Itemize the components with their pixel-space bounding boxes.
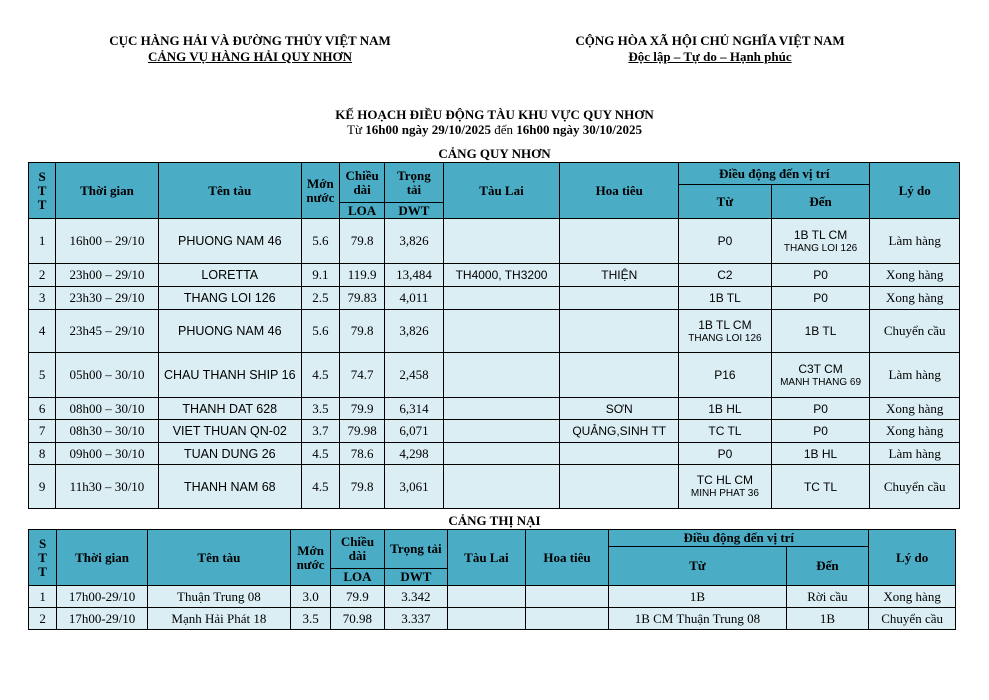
loa-cell: 79.98 [339,420,384,443]
to-header: Đến [771,185,870,219]
tug-cell [443,287,560,310]
ship-header: Tên tàu [147,530,290,586]
loa-cell: 79.9 [331,586,384,608]
stt-cell: 9 [29,465,56,509]
dwt-cell: 3.342 [384,586,447,608]
draft-cell: 5.6 [301,219,339,264]
tug-cell [448,608,526,630]
draft-cell: 3.7 [301,420,339,443]
loa-cell: 74.7 [339,353,384,398]
dwt-cell: 4,298 [385,443,443,465]
pilot-cell [560,465,679,509]
stt-cell: 2 [29,608,57,630]
from-cell: TC HL CM MINH PHAT 36 [679,465,772,509]
time-cell: 23h30 – 29/10 [56,287,159,310]
ship-cell: CHAU THANH SHIP 16 [158,353,301,398]
time-header: Thời gian [56,163,159,219]
loa-cell: 79.8 [339,219,384,264]
dwt-cell: 3,826 [385,219,443,264]
table-row [29,287,960,310]
dwt-cell: 6,314 [385,398,443,420]
loa-cell: 79.9 [339,398,384,420]
ship-cell: THANG LOI 126 [158,287,301,310]
from-cell: 1B HL [679,398,772,420]
period-to: 16h00 ngày 30/10/2025 [516,122,642,137]
quy-nhon-schedule-table [28,162,960,509]
time-cell: 05h00 – 30/10 [56,353,159,398]
tonnage-header: Trọng tải [385,163,443,203]
port-authority-name: CẢNG VỤ HÀNG HẢI QUY NHƠN [147,49,353,64]
reason-cell: Xong hàng [870,287,960,310]
stt-header: S T T [29,163,56,219]
reason-cell: Chuyển cầu [870,465,960,509]
agency-name: CỤC HÀNG HẢI VÀ ĐƯỜNG THỦY VIỆT NAM [109,33,391,48]
dwt-cell: 13,484 [385,264,443,287]
tug-cell [448,586,526,608]
to-cell: 1B TL [771,310,870,353]
table-row [29,398,960,420]
table-row [29,264,960,287]
pilot-cell [560,219,679,264]
dwt-cell: 3,826 [385,310,443,353]
to-cell: TC TL [771,465,870,509]
time-cell: 08h00 – 30/10 [56,398,159,420]
loa-header: LOA [331,569,384,586]
from-cell: P16 [679,353,772,398]
to-cell: Rời cầu [786,586,869,608]
ship-cell: TUAN DUNG 26 [158,443,301,465]
dwt-header: DWT [385,203,443,219]
from-cell: 1B [609,586,786,608]
period-from-label: Từ [347,122,363,137]
ship-cell: THANH NAM 68 [158,465,301,509]
table-row [29,443,960,465]
length-header: Chiều dài [331,530,384,569]
time-cell: 23h00 – 29/10 [56,264,159,287]
tug-cell [443,398,560,420]
table-row [29,608,956,630]
reason-cell: Làm hàng [870,443,960,465]
reason-cell: Chuyển cầu [870,310,960,353]
pilot-cell [560,310,679,353]
table-row [29,586,956,608]
reason-cell: Xong hàng [870,264,960,287]
from-cell: TC TL [679,420,772,443]
pilot-cell: SƠN [560,398,679,420]
stt-cell: 1 [29,586,57,608]
to-cell: C3T CM MANH THANG 69 [771,353,870,398]
loa-cell: 79.83 [339,287,384,310]
pilot-cell: THIỆN [560,264,679,287]
table-row [29,310,960,353]
reason-cell: Làm hàng [870,219,960,264]
draft-cell: 4.5 [301,353,339,398]
time-cell: 23h45 – 29/10 [56,310,159,353]
tug-header: Tàu Lai [448,530,526,586]
tonnage-header: Trọng tải [384,530,447,569]
pilot-cell: QUẢNG,SINH TT [560,420,679,443]
to-cell: P0 [771,420,870,443]
reason-cell: Chuyển cầu [869,608,956,630]
draft-cell: 2.5 [301,287,339,310]
ship-cell: VIET THUAN QN-02 [158,420,301,443]
from-header: Từ [679,185,772,219]
reason-cell: Xong hàng [870,398,960,420]
from-cell: 1B CM Thuận Trung 08 [609,608,786,630]
loa-cell: 78.6 [339,443,384,465]
time-cell: 09h00 – 30/10 [56,443,159,465]
to-cell: P0 [771,287,870,310]
ship-cell: PHUONG NAM 46 [158,310,301,353]
time-cell: 11h30 – 30/10 [56,465,159,509]
length-header: Chiều dài [339,163,384,203]
national-header [520,33,900,65]
from-cell: P0 [679,219,772,264]
stt-cell: 5 [29,353,56,398]
time-cell: 17h00-29/10 [57,586,148,608]
from-cell: C2 [679,264,772,287]
dwt-header: DWT [384,569,447,586]
agency-header [60,33,440,65]
to-cell: P0 [771,264,870,287]
reason-header: Lý do [869,530,956,586]
stt-cell: 4 [29,310,56,353]
pilot-cell [560,443,679,465]
dwt-cell: 4,011 [385,287,443,310]
tug-cell [443,443,560,465]
tug-header: Tàu Lai [443,163,560,219]
quy-nhon-section-title: CẢNG QUY NHƠN [438,146,551,161]
reason-cell: Xong hàng [869,586,956,608]
document-title-block [0,107,989,137]
from-header: Từ [609,547,786,586]
reason-header: Lý do [870,163,960,219]
tug-cell [443,420,560,443]
document-title: KẾ HOẠCH ĐIỀU ĐỘNG TÀU KHU VỰC QUY NHƠN [335,107,654,122]
time-cell: 08h30 – 30/10 [56,420,159,443]
table-row [29,353,960,398]
ship-header: Tên tàu [158,163,301,219]
draft-cell: 3.0 [290,586,330,608]
loa-cell: 79.8 [339,310,384,353]
table-row [29,219,960,264]
pilot-cell [560,353,679,398]
to-cell: 1B TL CM THANG LOI 126 [771,219,870,264]
tug-cell [443,353,560,398]
to-cell: P0 [771,398,870,420]
pilot-cell [525,608,609,630]
draft-cell: 9.1 [301,264,339,287]
ship-cell: Thuận Trung 08 [147,586,290,608]
draft-cell: 4.5 [301,465,339,509]
stt-cell: 8 [29,443,56,465]
stt-cell: 3 [29,287,56,310]
from-cell: P0 [679,443,772,465]
pilot-cell [525,586,609,608]
to-header: Đến [786,547,869,586]
time-cell: 17h00-29/10 [57,608,148,630]
to-cell: 1B [786,608,869,630]
period-from: 16h00 ngày 29/10/2025 [365,122,491,137]
draft-cell: 3.5 [301,398,339,420]
plan-period [0,122,989,137]
time-cell: 16h00 – 29/10 [56,219,159,264]
draft-cell: 4.5 [301,443,339,465]
national-name: CỘNG HÒA XÃ HỘI CHỦ NGHĨA VIỆT NAM [575,33,845,48]
from-cell: 1B TL [679,287,772,310]
period-to-label: đến [494,122,514,137]
thi-nai-section-title: CẢNG THỊ NẠI [448,513,541,528]
loa-cell: 70.98 [331,608,384,630]
stt-cell: 1 [29,219,56,264]
draft-header: Mớn nước [290,530,330,586]
tug-cell [443,219,560,264]
stt-cell: 6 [29,398,56,420]
dwt-cell: 3,061 [385,465,443,509]
time-header: Thời gian [57,530,148,586]
reason-cell: Làm hàng [870,353,960,398]
draft-cell: 3.5 [290,608,330,630]
thi-nai-schedule-table [28,529,956,630]
from-cell: 1B TL CM THANG LOI 126 [679,310,772,353]
tug-cell [443,310,560,353]
pilot-header: Hoa tiêu [525,530,609,586]
to-cell: 1B HL [771,443,870,465]
draft-header: Mớn nước [301,163,339,219]
national-motto: Độc lập – Tự do – Hạnh phúc [628,49,792,64]
tug-cell [443,465,560,509]
dwt-cell: 6,071 [385,420,443,443]
stt-cell: 7 [29,420,56,443]
pilot-cell [560,287,679,310]
movement-header: Điều động đến vị trí [609,530,869,547]
loa-header: LOA [339,203,384,219]
loa-cell: 79.8 [339,465,384,509]
table-row [29,465,960,509]
movement-header: Điều động đến vị trí [679,163,870,185]
ship-cell: Mạnh Hải Phát 18 [147,608,290,630]
loa-cell: 119.9 [339,264,384,287]
ship-cell: THANH DAT 628 [158,398,301,420]
table-row [29,420,960,443]
ship-cell: PHUONG NAM 46 [158,219,301,264]
reason-cell: Xong hàng [870,420,960,443]
stt-header: S T T [29,530,57,586]
tug-cell: TH4000, TH3200 [443,264,560,287]
dwt-cell: 3.337 [384,608,447,630]
dwt-cell: 2,458 [385,353,443,398]
ship-cell: LORETTA [158,264,301,287]
draft-cell: 5.6 [301,310,339,353]
pilot-header: Hoa tiêu [560,163,679,219]
stt-cell: 2 [29,264,56,287]
